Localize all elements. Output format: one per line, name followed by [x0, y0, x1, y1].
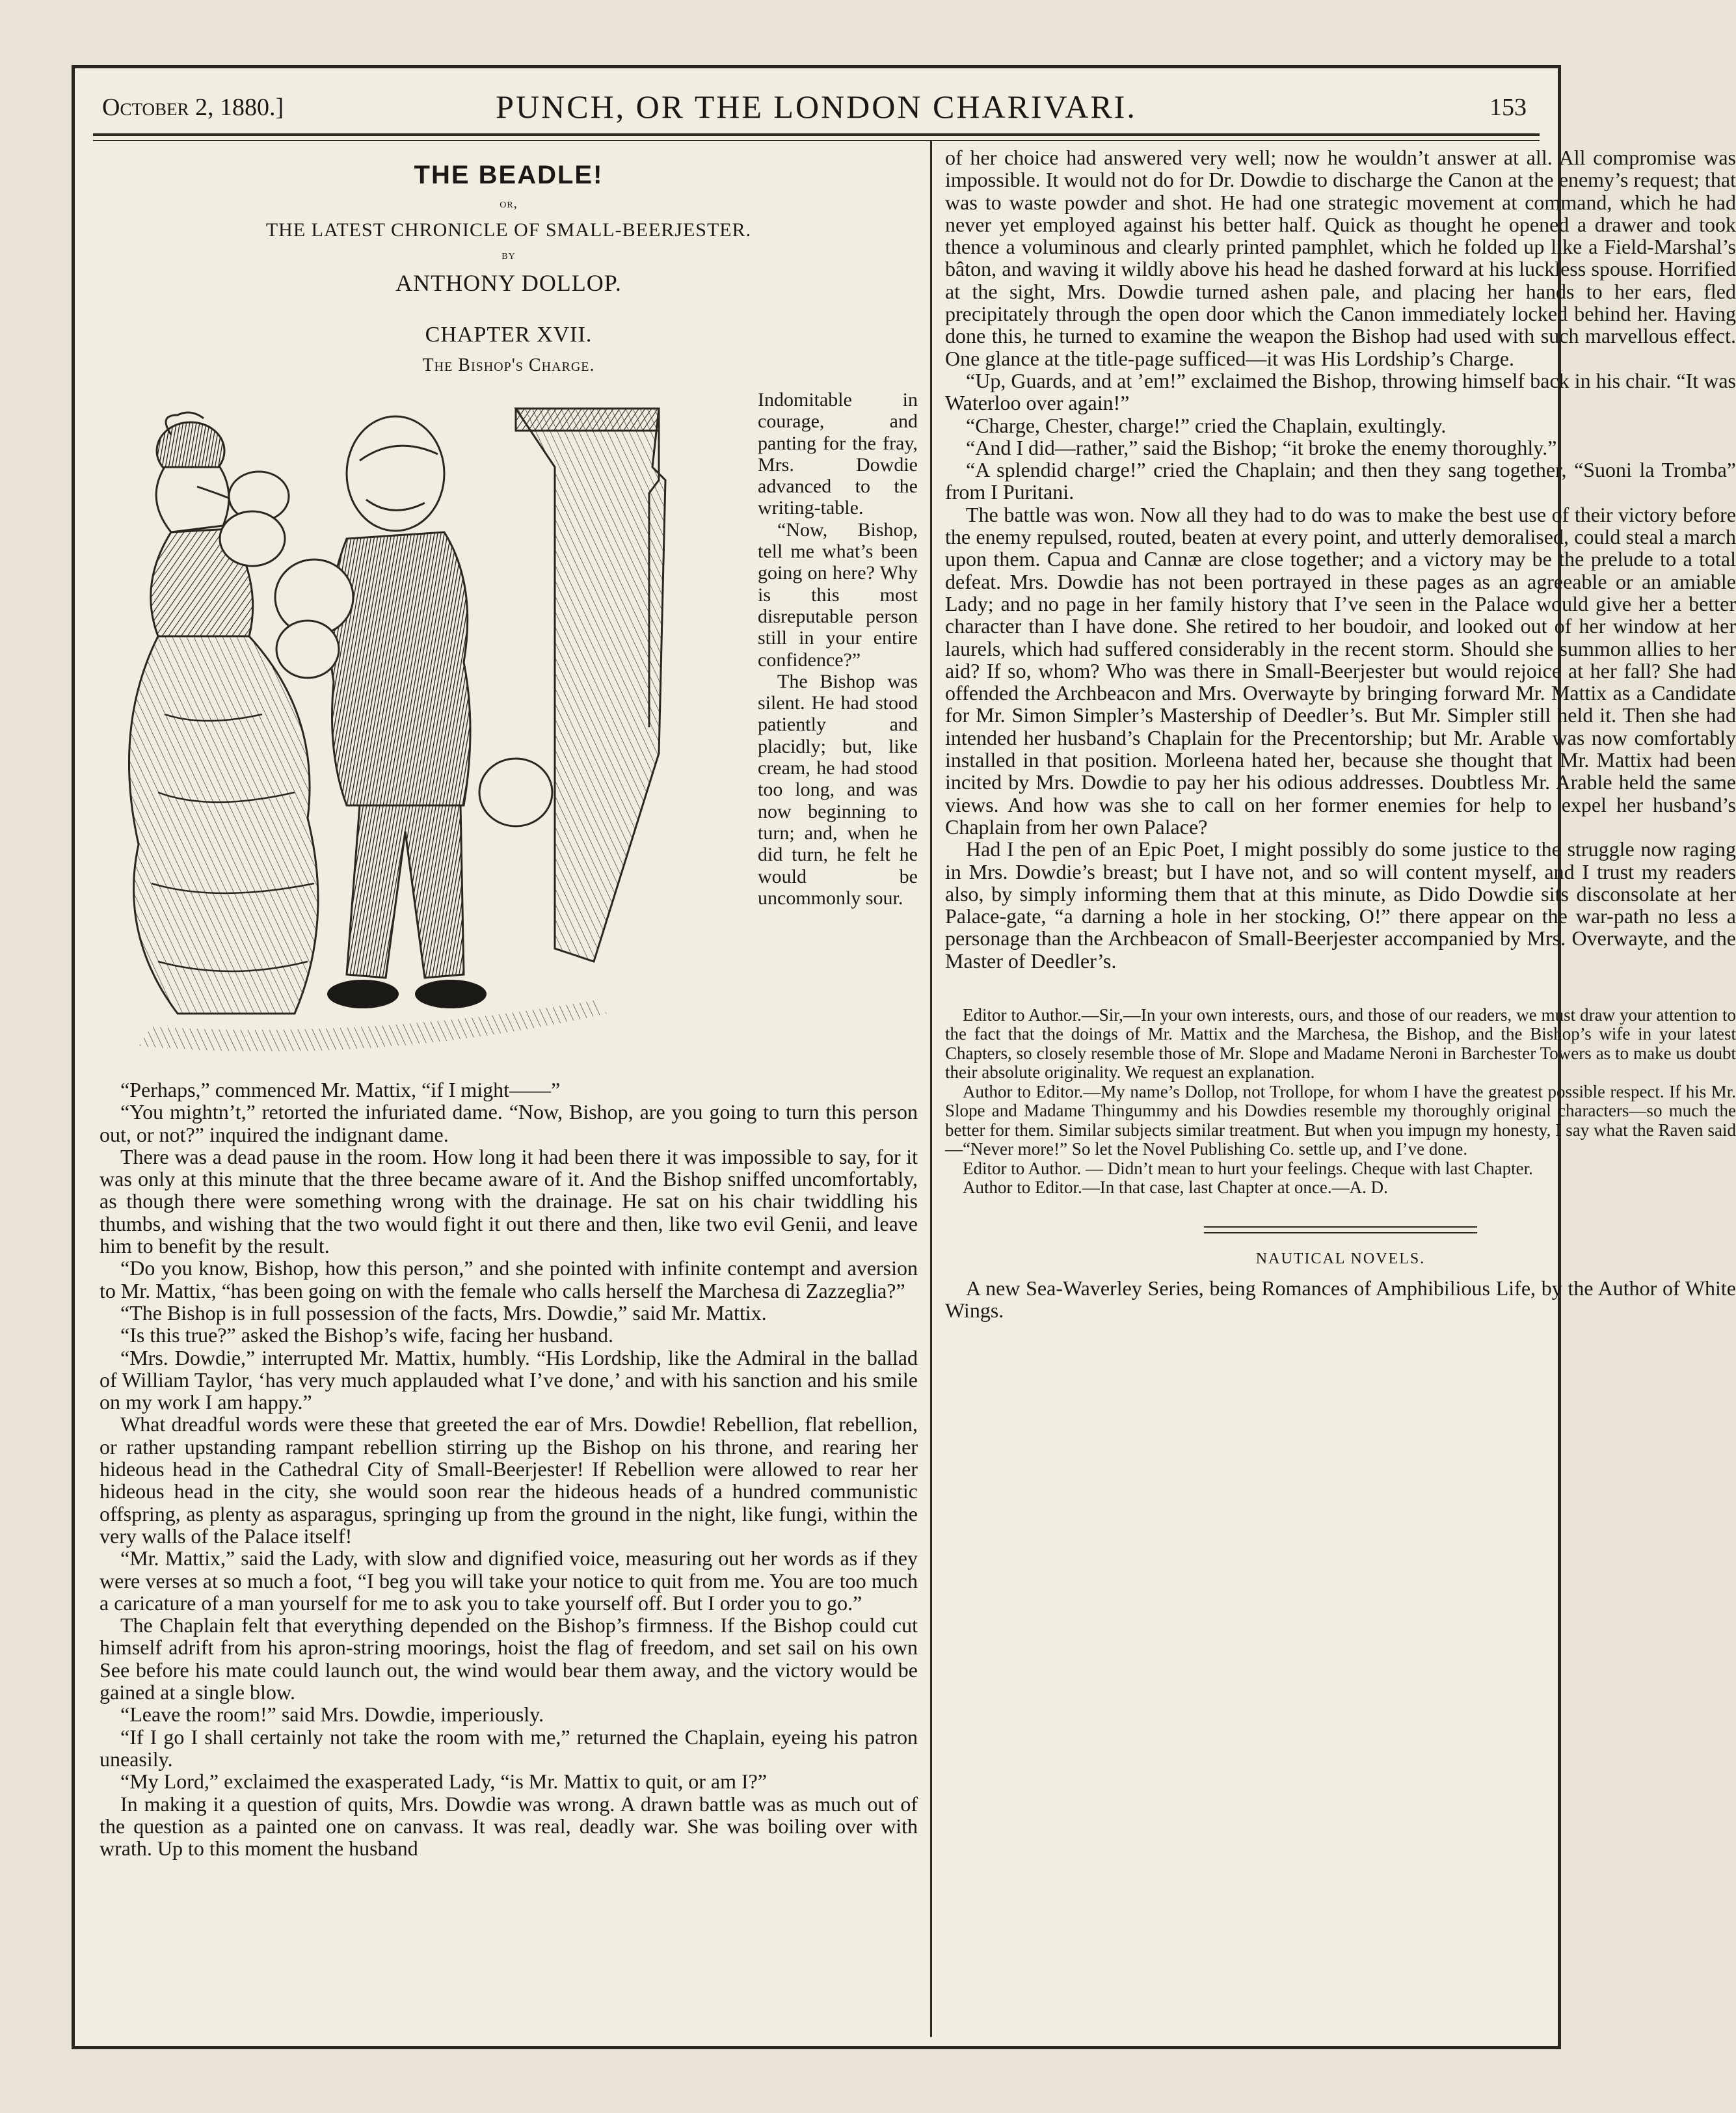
page-number: 153 — [1489, 94, 1527, 121]
paragraph: What dreadful words were these that greeted the ear of Mrs. Dowdie! Rebellion, flat rebellion, or rather upstanding rampant rebellion stirring up the Bishop on his throne, and rearing her hideous head in the Cathedral City of Small-Beerjester! If Rebellion were allowed to rear her hideous head in the city, she would soon rear the hideous heads of a hundred communistic offspring, as plenty as asparagus, springing up from the ground in the night, like fungi, within the very walls of the Palace itself! — [100, 1412, 918, 1548]
magazine-page — [72, 65, 1736, 2049]
chapter-heading: CHAPTER XVII. — [425, 323, 593, 347]
header-rule — [93, 133, 1540, 136]
paragraph: of her choice had answered very well; now he wouldn’t answer at all. All compromise was impossible. It would not do for Dr. Dowdie to discharge the Canon at the enemy’s request; that was to waste powder and shot. He had one strategic movement at command, which he had never yet employed against his better half. Quick as thought he opened a drawer and took thence a voluminous and clearly printed pamphlet, which he folded up like a Field-Marshal’s bâton, and waving it wildly above his head he dashed forward at his luckless spouse. Horrified at the sight, Mrs. Dowdie turned ashen pale, and placing her hands to her ears, fled precipitately through the open door which the Canon immediately locked behind her. Having done this, he turned to examine the weapon the Bishop had used with such marvellous effect. One glance at the title-page sufficed—it was His Lordship’s Charge. — [945, 146, 1736, 370]
header-rule-thin — [93, 140, 1540, 141]
paragraph: “Now, Bishop, tell me what’s been going on here? Why is this most disreputable person still in your entire confidence?” — [758, 518, 918, 671]
editor-author-correspondence — [945, 1006, 1736, 1198]
left-column-text — [100, 1079, 918, 1859]
story-title: THE BEADLE! — [414, 161, 604, 189]
paragraph: “Charge, Chester, charge!” cried the Chaplain, exultingly. — [966, 413, 1447, 437]
section-rule — [1204, 1226, 1477, 1228]
paragraph: “If I go I shall certainly not take the room with me,” returned the Chaplain, eyeing his patron uneasily. — [100, 1725, 918, 1771]
paragraph: “Mr. Mattix,” said the Lady, with slow and dignified voice, measuring out her words as if they were verses at so much a foot, “I beg you will take your notice to quit from me. You are too much a caricature of a man yourself for me to ask you to take yourself off. But I order you to go.” — [100, 1546, 918, 1615]
editor-note-paragraph: Author to Editor.—In that case, last Chapter at once.—A. D. — [963, 1178, 1388, 1198]
bishop-and-wife-engraving — [100, 389, 750, 1079]
paragraph: “Perhaps,” commenced Mr. Mattix, “if I might——” — [120, 1078, 561, 1101]
nautical-novels-text: A new Sea-Waverley Series, being Romances of Amphibilious Life, by the Author of White Wings. — [945, 1276, 1736, 1322]
left-column — [100, 146, 918, 1859]
paragraph: “Do you know, Bishop, how this person,” and she pointed with infinite contempt and aversion to Mr. Mattix, “has been going on with the female who calls herself the Marchesa di Zazzeglia?” — [100, 1256, 918, 1302]
paragraph: In making it a question of quits, Mrs. Dowdie was wrong. A drawn battle was as much out of the question as a painted one on canvass. It was real, deadly war. She was boiling over with wrath. Up to this moment the husband — [100, 1792, 918, 1861]
paragraph: Had I the pen of an Epic Poet, I might possibly do some justice to the struggle now raging in Mrs. Dowdie’s breast; but I have not, and so will content myself, and I trust my readers also, by simply informing them that at this minute, as Dido Dowdie sits disconsolate at her Palace-gate, “a darning a hole in her stocking, O!” there appear on the war-path no less a personage than the Archbeacon of Small-Beerjester accompanied by Mrs. Overwayte, and the Master of Deedler’s. — [945, 837, 1736, 973]
paragraph: “A splendid charge!” cried the Chaplain; and then they sang together, “Suoni la Tromba” from I Puritani. — [945, 458, 1736, 504]
paragraph: “The Bishop is in full possession of the facts, Mrs. Dowdie,” said Mr. Mattix. — [120, 1300, 767, 1325]
nautical-novels-heading: NAUTICAL NOVELS. — [1255, 1250, 1426, 1267]
by-word: by — [501, 248, 516, 262]
story-subtitle: THE LATEST CHRONICLE OF SMALL-BEERJESTER. — [265, 219, 752, 241]
paragraph: “Mrs. Dowdie,” interrupted Mr. Mattix, humbly. “His Lordship, like the Admiral in the ballad of William Taylor, ‘has very much applauded what I’ve done,’ and with his sanction and his smile on my work I am happy.” — [100, 1345, 918, 1414]
story-author: ANTHONY DOLLOP. — [395, 270, 622, 296]
column-divider — [930, 141, 932, 2037]
paragraph: “My Lord,” exclaimed the exasperated Lady, “is Mr. Mattix to quit, or am I?” — [120, 1770, 768, 1794]
running-head — [93, 88, 1540, 133]
right-column — [945, 146, 1736, 1321]
mrs-dowdie-figure — [129, 412, 318, 1014]
paragraph: There was a dead pause in the room. How long it had been there it was impossible to say, for it was only at this minute that the three became aware of it. And the Bishop sniffed uncomfortably, as though there were something wrong with the drainage. He sat on his chair twiddling his thumbs, and wishing that the two would fight it out there and then, like two evil Genii, and leave him to benefit by the result. — [100, 1144, 918, 1258]
editor-note-paragraph: Author to Editor.—My name’s Dollop, not Trollope, for whom I have the greatest possible respect. If his Mr. Slope and Madame Thingummy and his Dowdies resemble my thoroughly original characters—so much the better for them. Similar subjects similar treatment. But when you impugn my honesty, I say what the Raven said—“Never more!” So let the Novel Publishing Co. settle up, and I’ve done. — [945, 1081, 1736, 1159]
paragraph: Indomitable in courage, and panting for the fray, Mrs. Dowdie advanced to the writing-table. — [758, 389, 918, 519]
paragraph: “You mightn’t,” retorted the infuriated dame. “Now, Bishop, are you going to turn this person out, or not?” inquired the indignant dame. — [100, 1100, 918, 1146]
paragraph: The Chaplain felt that everything depended on the Bishop’s firmness. If the Bishop could cut himself adrift from his apron-string moorings, hoist the flag of freedom, and set sail on his own See before his mate could launch out, the wind would bear them away, and the victory would be gained at a single blow. — [100, 1613, 918, 1704]
chapter-title: The Bishop's Charge. — [422, 355, 595, 375]
writing-table — [516, 409, 665, 962]
paragraph: “And I did—rather,” said the Bishop; “it broke the enemy thoroughly.” — [966, 435, 1557, 459]
or-word: or, — [500, 196, 518, 211]
paragraph: “Up, Guards, and at ’em!” exclaimed the Bishop, throwing himself back in his chair. “It was Waterloo over again!” — [945, 368, 1736, 415]
section-rule — [1204, 1232, 1477, 1233]
magazine-title: PUNCH, OR THE LONDON CHARIVARI. — [496, 88, 1137, 125]
editor-note-paragraph: Editor to Author.—Sir,—In your own interests, ours, and those of our readers, we must draw your attention to the fact that the doings of Mr. Mattix and the Marchesa, the Bishop, and the Bishop’s wife in your latest Chapters, so closely resemble those of Mr. Slope and Madame Neroni in Barchester Towers as to make us doubt their absolute originality. We request an explanation. — [945, 1004, 1736, 1083]
right-column-text — [945, 146, 1736, 972]
paragraph: “Leave the room!” said Mrs. Dowdie, imperiously. — [120, 1703, 544, 1727]
paragraph: The Bishop was silent. He had stood patiently and placidly; but, like cream, he had stood too long, and was now beginning to turn; and, when he did turn, he felt he would be uncommonly sour. — [758, 670, 918, 909]
illustration-block — [100, 389, 918, 1079]
issue-date: October 2, 1880.] — [102, 94, 284, 121]
paragraph: “Is this true?” asked the Bishop’s wife, facing her husband. — [120, 1323, 614, 1347]
editor-note-paragraph: Editor to Author. — Didn’t mean to hurt your feelings. Cheque with last Chapter. — [963, 1158, 1533, 1178]
text-beside-illustration — [758, 389, 918, 909]
paragraph: The battle was won. Now all they had to do was to make the best use of their victory before the enemy repulsed, routed, beaten at every point, and utterly demoralised, could steal a march upon them. Capua and Cannæ are close together; and a victory may be the prelude to a total defeat. Mrs. Dowdie has not been portrayed in these pages as an agreeable or an amiable Lady; and no page in her family history that I’ve seen in the Palace would give her a better character than I have done. She retired to her boudoir, and looked out of her window at her laurels, which had suffered considerably in the recent storm. Should she summon allies to her aid? If so, whom? Who was there in Small-Beerjester but would rejoice at her fall? She had offended the Archbeacon and Mrs. Overwayte by bringing forward Mr. Mattix as a Candidate for Mr. Simon Simpler’s Mastership of Deedler’s. But Mr. Simpler still held it. Then she had intended her husband’s Chaplain for the Precentorship; but Mr. Arable was now comfortably installed in that position. Morleena hated her, because she thought that Mr. Mattix had been incited by Mrs. Dowdie to pay her his odious addresses. Doubtless Mr. Arable held the same views. And how was she to call on her former enemies for help to expel her husband’s Chaplain from her own Palace? — [945, 502, 1736, 839]
